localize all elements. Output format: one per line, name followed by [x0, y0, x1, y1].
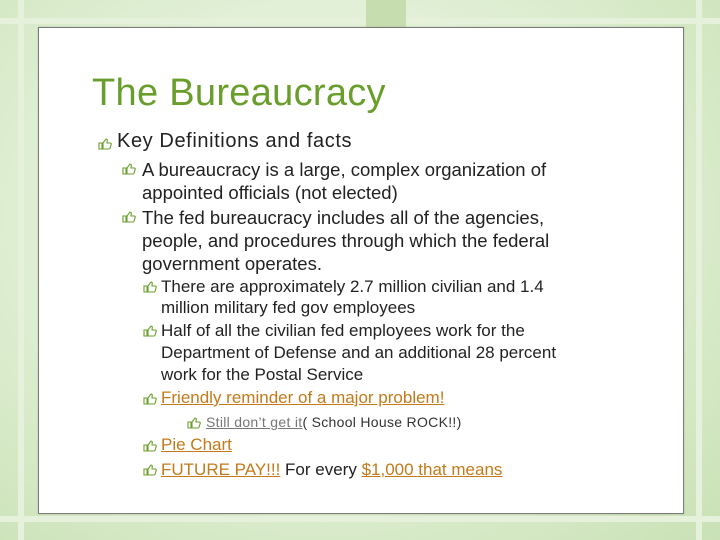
- thumbs-up-icon: [143, 281, 157, 293]
- future-pay-text: For every: [280, 460, 362, 479]
- background-stripe-right: [696, 0, 702, 540]
- thumbs-up-icon: [143, 464, 157, 476]
- friendly-reminder-link[interactable]: Friendly reminder of a major problem!: [161, 388, 445, 407]
- bullet-defense-postal-line3: work for the Postal Service: [161, 365, 364, 384]
- bullet-bureaucracy-definition-line1: A bureaucracy is a large, complex organization of: [142, 159, 547, 180]
- still-dont-get-it-link[interactable]: Still don’t get it: [206, 414, 303, 430]
- background-stripe-bottom: [0, 516, 720, 522]
- bullet-bureaucracy-definition-line2: appointed officials (not elected): [142, 182, 398, 203]
- bullet-school-house-rock: [206, 414, 462, 430]
- bullet-fed-bureaucracy-line2: people, and procedures through which the federal: [142, 230, 550, 251]
- bullet-defense-postal-line2: Department of Defense and an additional 28 percent: [161, 343, 557, 362]
- pie-chart-link[interactable]: Pie Chart: [161, 435, 232, 454]
- background-stripe-left: [18, 0, 24, 540]
- bullet-future-pay: [161, 459, 502, 481]
- thumbs-up-icon: [187, 417, 201, 429]
- bullet-friendly-reminder: [161, 387, 444, 409]
- thumbs-up-icon: [143, 325, 157, 337]
- bullet-key-definitions: Key Definitions and facts: [117, 130, 353, 152]
- bullet-pie-chart: [161, 434, 232, 456]
- thousand-dollars-link[interactable]: $1,000 that means: [361, 460, 503, 479]
- future-pay-link[interactable]: FUTURE PAY!!!: [161, 460, 281, 479]
- bullet-fed-bureaucracy-line1: The fed bureaucracy includes all of the agencies,: [142, 207, 545, 228]
- background-stripe-top: [0, 18, 720, 24]
- bullet-employee-count-line2: million military fed gov employees: [161, 298, 416, 317]
- school-house-rock-text: ( School House ROCK!!): [302, 414, 462, 430]
- slide-title: The Bureaucracy: [92, 72, 386, 114]
- thumbs-up-icon: [122, 211, 136, 223]
- bullet-defense-postal-line1: Half of all the civilian fed employees work for the: [161, 321, 525, 340]
- bullet-employee-count-line1: There are approximately 2.7 million civilian and 1.4: [161, 277, 544, 296]
- thumbs-up-icon: [98, 138, 112, 150]
- thumbs-up-icon: [143, 440, 157, 452]
- bullet-fed-bureaucracy-line3: government operates.: [142, 253, 322, 274]
- thumbs-up-icon: [122, 163, 136, 175]
- thumbs-up-icon: [143, 393, 157, 405]
